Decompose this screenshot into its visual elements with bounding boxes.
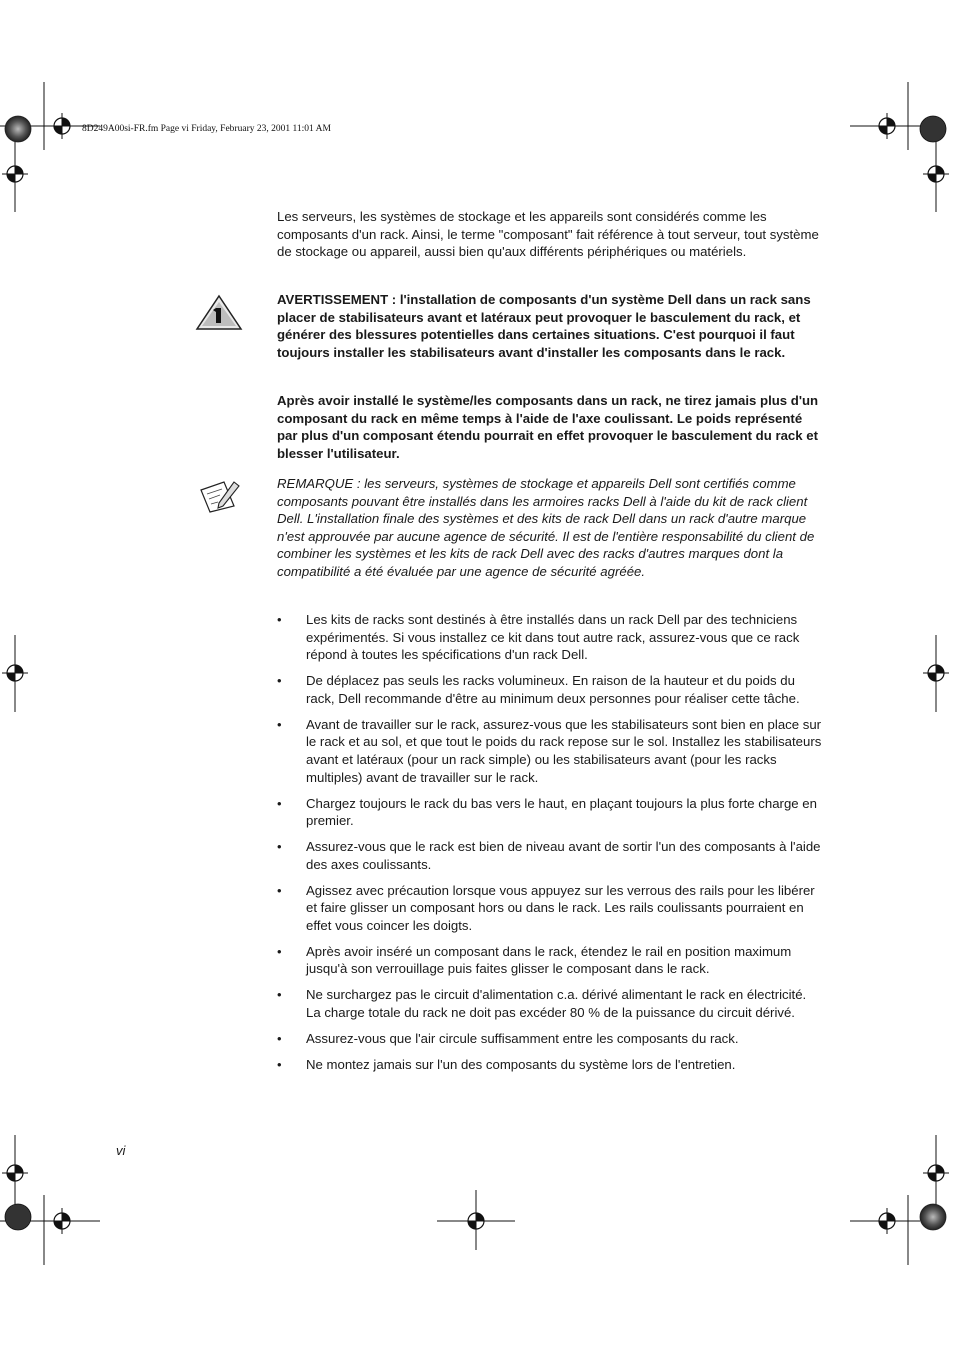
file-info-header: 8D249A00si-FR.fm Page vi Friday, February 23, 2001 11:01 AM (82, 124, 331, 134)
gray-star-target-icon (920, 1204, 946, 1230)
bullet-icon: • (277, 839, 282, 855)
bullet-icon: • (277, 673, 282, 689)
registration-mark-bottom-left (0, 1135, 100, 1265)
warning-text-2: Après avoir installé le système/les composants dans un rack, ne tirez jamais plus d'un composant du rack en même temps à l'aide de l'axe coulissant. Le poids représenté par plus d'un composant étendu pourrait en effet provoquer le basculement du rack et blesser l'utilisateur. (277, 393, 819, 461)
registration-mark-top-right (850, 82, 949, 212)
list-item: • Avant de travailler sur le rack, assurez-vous que les stabilisateurs sont bien en place sur le rack et au sol, et que tout le poids du rack repose sur le sol. Installez les stabilisateurs avant et latéraux (pour un rack simple) ou les stabilisateurs avant (pour les racks multiples) avant de travailler sur le rack. (277, 716, 822, 785)
dark-target-icon (5, 1204, 31, 1230)
safety-bullet-list (277, 611, 823, 1082)
warning-triangle-icon (195, 294, 243, 332)
bullet-icon: • (277, 1031, 282, 1046)
intro-paragraph: Les serveurs, les systèmes de stockage et les appareils sont considérés comme les composants d'un rack. Ainsi, le terme "composant" fait référence à tout serveur, tout système de stockage ou appareil, aussi bien qu'aux différents périphériques ou matériels. (277, 209, 819, 260)
list-item: • De déplacez pas seuls les racks volumineux. En raison de la hauteur et du poids du rack, Dell recommande d'être au minimum deux personnes pour réaliser cette tâche. (277, 673, 800, 706)
bullet-icon: • (277, 1056, 282, 1072)
warning-text-1: AVERTISSEMENT : l'installation de composants d'un système Dell dans un rack sans placer de stabilisateurs avant et latéraux peut provoquer le basculement du rack, et générer des blessures potentielles dans certaines situations. C'est pourquoi il faut toujours installer les stabilisateurs avant d'installer les composants dans le rack. (277, 292, 811, 360)
note-pencil-icon (198, 478, 242, 514)
note-text: REMARQUE : les serveurs, systèmes de stockage et appareils Dell sont certifiés comme composants pouvant être installés dans les armoires racks Dell à l'aide du kit de rack client Dell. L'installation finale des systèmes et des kits de rack Dell dans un rack d'autre marque n'est approuvée par aucune agence de sécurité. Il est de l'entière responsabilité du client de combiner les systèmes et les kits de rack Dell avec des racks d'autres marques dont la compatibilité a été évaluée par une agence de sécurité agréée. (277, 476, 815, 579)
dark-target-icon (920, 116, 946, 142)
bullet-icon: • (277, 612, 282, 627)
list-item: • Agissez avec précaution lorsque vous appuyez sur les verrous des rails pour les libérer et faire glisser un composant hors ou dans le rack. Les rails coulissants pourraient en effet vous coincer les doigts. (277, 882, 815, 933)
page-number: vi (116, 1143, 126, 1158)
bullet-icon: • (277, 943, 282, 959)
list-item: • Ne surchargez pas le circuit d'alimentation c.a. dérivé alimentant le rack en électricité. La charge totale du rack ne doit pas excéder 80 % de la puissance du circuit dérivé. (277, 987, 807, 1021)
registration-mark-bottom-right (850, 1135, 949, 1265)
registration-mark-top-left (0, 82, 100, 212)
bullet-icon: • (277, 716, 282, 732)
bullet-icon: • (277, 795, 282, 811)
registration-mark-bottom-center (437, 1190, 515, 1250)
list-item: • Chargez toujours le rack du bas vers le haut, en plaçant toujours la plus forte charge en premier. (277, 795, 817, 829)
gray-star-target-icon (5, 116, 31, 142)
list-item: • Après avoir inséré un composant dans le rack, étendez le rail en position maximum jusqu'à son verrouillage puis faites glisser le composant dans le rack. (277, 943, 792, 977)
list-item: • Ne montez jamais sur l'un des composants du système lors de l'entretien. (277, 1056, 736, 1072)
list-item: • Assurez-vous que le rack est bien de niveau avant de sortir l'un des composants à l'aide des axes coulissants. (277, 839, 821, 872)
bullet-icon: • (277, 882, 282, 898)
registration-mark-middle-left (2, 635, 28, 712)
list-item: • Assurez-vous que l'air circule suffisamment entre les composants du rack. (277, 1031, 739, 1046)
list-item: • Les kits de racks sont destinés à être installés dans un rack Dell par des techniciens expérimentés. Si vous installez ce kit dans tout autre rack, assurez-vous que ce rack répond à toutes les spécifications d'un rack Dell. (277, 612, 800, 663)
bullet-icon: • (277, 987, 282, 1003)
registration-mark-middle-right (923, 635, 949, 712)
